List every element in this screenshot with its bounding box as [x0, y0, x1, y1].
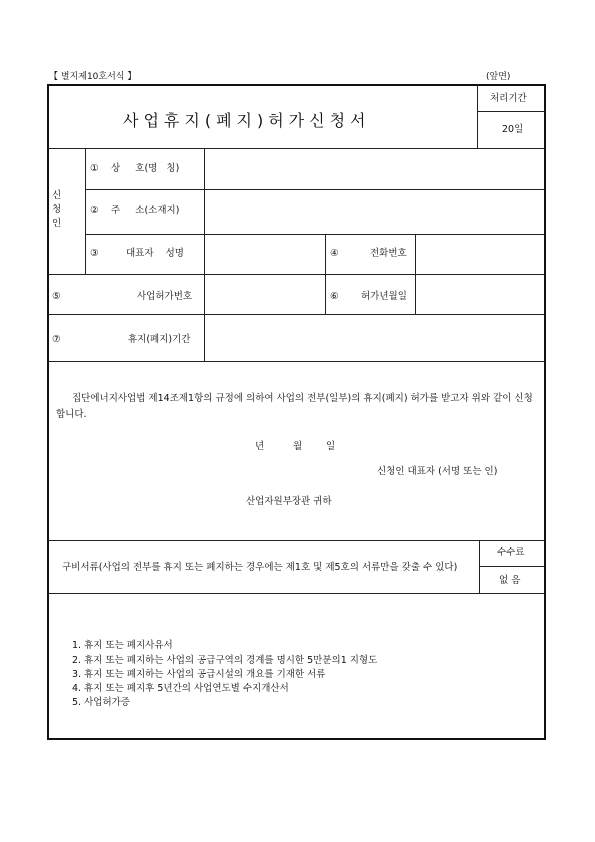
representative-name-label: 대표자 성명	[126, 248, 184, 259]
date-day: 일	[326, 441, 336, 452]
address-label: 주 소(소재지)	[111, 205, 180, 216]
divider	[48, 148, 545, 149]
fee-label: 수수료	[497, 547, 525, 558]
document-item: 5. 사업허가증	[72, 697, 130, 708]
applicant-section-label: 신 청 인	[52, 190, 62, 229]
business-name-label: 상 호(명 칭)	[111, 163, 180, 174]
permit-number-label: 사업허가번호	[137, 291, 193, 302]
date-month: 월	[293, 441, 303, 452]
declaration-text: 집단에너지사업법 제14조제1항의 규정에 의하여 사업의 전부(일부)의 휴지(폐지) 허가를 받고자 위와 같이 신청합니다.	[56, 393, 533, 420]
form-number: 【 별지제10호서식 】	[49, 72, 137, 82]
divider	[48, 540, 545, 541]
divider	[48, 593, 545, 594]
business-name-number: ①	[90, 163, 99, 174]
divider	[477, 85, 478, 148]
divider	[48, 274, 545, 275]
divider	[48, 361, 545, 362]
phone-number-number: ④	[330, 248, 339, 259]
divider	[48, 314, 545, 315]
divider	[204, 148, 205, 361]
applicant-signature-line: 신청인 대표자 (서명 또는 인)	[377, 466, 498, 477]
divider	[85, 148, 86, 274]
divider	[477, 111, 545, 112]
divider	[479, 566, 545, 567]
processing-period-value: 20일	[502, 124, 524, 135]
representative-number: ③	[90, 248, 99, 259]
permit-number-number: ⑤	[52, 291, 61, 302]
page-side-label: (앞면)	[486, 72, 511, 82]
suspension-period-number: ⑦	[52, 334, 61, 345]
document-item: 2. 휴지 또는 폐지하는 사업의 공급구역의 경계를 명시한 5만분의1 지형도	[72, 655, 378, 666]
permit-date-number: ⑥	[330, 291, 339, 302]
divider	[85, 234, 545, 235]
address-number: ②	[90, 205, 99, 216]
fee-value: 없 음	[499, 575, 521, 586]
document-item: 1. 휴지 또는 폐지사유서	[72, 640, 173, 651]
divider	[85, 189, 545, 190]
permit-date-label: 허가년월일	[361, 291, 407, 302]
divider	[325, 234, 326, 314]
document-item: 4. 휴지 또는 폐지후 5년간의 사업연도별 수지개산서	[72, 683, 289, 694]
divider	[415, 234, 416, 314]
form-title: 사업휴지(폐지)허가신청서	[123, 111, 371, 130]
recipient: 산업자원부장관 귀하	[246, 496, 332, 507]
document-item: 3. 휴지 또는 폐지하는 사업의 공급시설의 개요를 기재한 서류	[72, 669, 326, 680]
phone-number-label: 전화번호	[370, 248, 407, 259]
date-year: 년	[255, 441, 265, 452]
processing-period-label: 처리기간	[490, 93, 527, 104]
suspension-period-label: 휴지(폐지)기간	[128, 334, 191, 345]
required-documents-label: 구비서류(사업의 전부를 휴지 또는 폐지하는 경우에는 제1호 및 제5호의 서류만을 갖출 수 있다)	[62, 562, 458, 573]
